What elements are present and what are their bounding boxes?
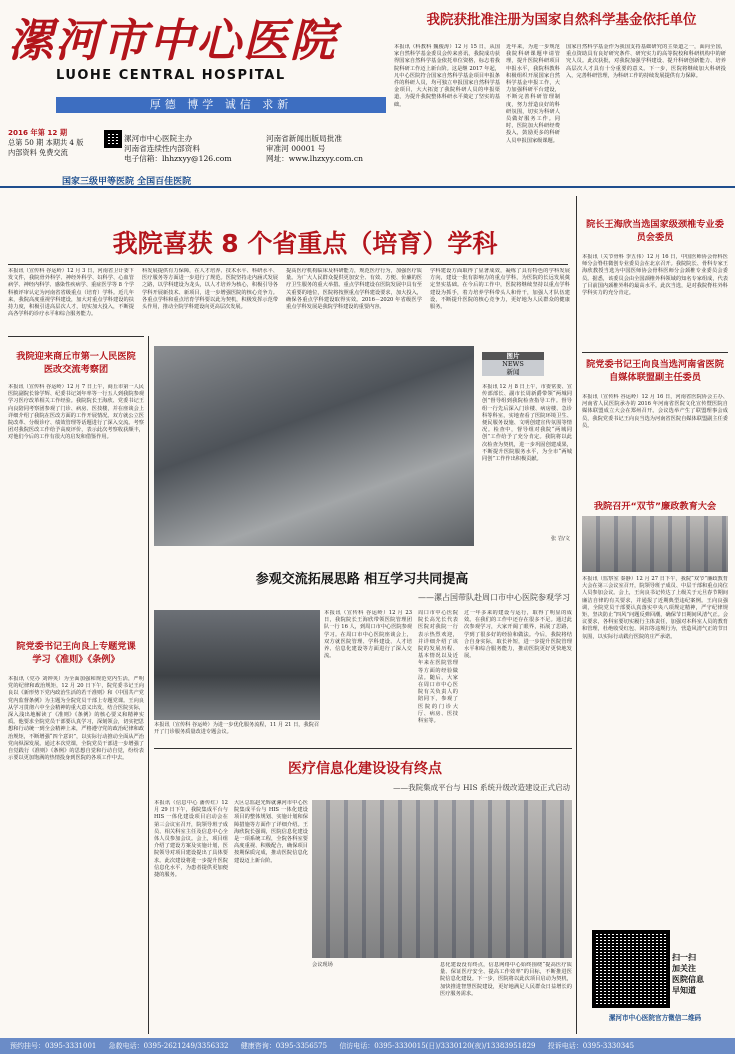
headline-col-2: 科发展提供有力保障，在人才培养、技术水平、科研水平、医疗服务等方面进一步进行了规范。医院坚持走内涵式发展之路，以学科建设为龙头，以人才培养为核心，积极引导各学科开展新技术、新项目，进一步增强医院的核心竞争力。各重点学科和重点培育学科要以此为契机，积极发挥示范带头作用，推动全院学科建设向更高层次发展。 [142, 268, 278, 311]
email-line [124, 154, 232, 164]
photo-credit: 张 岩/文 [551, 536, 570, 542]
badge-line-2: NEWS [502, 360, 524, 368]
top-article-col-2: 近年来，为进一步规范我院科研课题申请管理，提升医院科研项目申报水平，我院科教科积极组织开展国家自然科学基金申报工作，大力加强科研平台建设，不断完善科研管理制度，努力营造良好的科研氛围，切实为科研人员做好服务工作。同时，医院加大科研经费投入，鼓励更多的科研人员申报国家级课题。 [506, 44, 560, 144]
right-text-1: 本报讯（关节骨科 李五伟）12 月 16 日，中国医师协会骨科医师分会脊柱微创专业委员会在北京召开。我院院长、骨科专家王海欣教授当选为中国医师协会骨科医师分会颈椎专业委员会委员。据悉，该委员会由全国颈椎外科领域的知名专家组成，代表了目前国内颈椎外科的最高水平。此次当选，是对我院脊柱外科学科实力的充分肯定。 [582, 254, 728, 297]
footer-complaint: 投诉电话：0395-3330345 [547, 1042, 635, 1050]
it-meeting-photo [312, 800, 572, 958]
top-article-title: 我院获批准注册为国家自然科学基金依托单位 [426, 12, 697, 28]
issue-number: 总第 50 期 本期共 4 版 [8, 138, 84, 147]
issue-date: 2016 年第 12 期 [8, 128, 68, 137]
motto-bar: 厚德 博学 诚信 求新 [56, 97, 386, 113]
top-article-col-3: 国家自然科学基金作为我国支持基础研究的主渠道之一，面向全国，重点资助具有良好研究条件、研究实力的高等院校和科研机构中的研究人员。此次获批，对我院加强学科建设、提升科研创新能力、培养高层次人才具有十分重要的意义。下一步，医院将继续加大科研投入，完善科研管理，为科研工作的持续发展提供有力保障。 [566, 44, 726, 79]
headline-col-3: 提高医疗机构临床及科研能力，规范医疗行为，加强医疗质量。为广大人民群众提供更加安全、有效、方便、价廉的医疗卫生服务的重大举措。重点学科建设在医院发展中具有至关重要的地位，医院将按照重点学科建设要求，加大投入，确保各重点学科建设取得实效。2016－2020 年省级医学重点学科发展是我院学科建设的重要内容。 [286, 268, 422, 311]
small-photo-caption: 本报讯（宣传科 谷运岭）为进一步优化服务流程，11 月 21 日，我院召开了门诊服务质量改进专题会议。 [154, 722, 320, 735]
it-rule [154, 748, 572, 749]
badge-line-3: 新闻 [506, 368, 520, 376]
left-title-2: 院党委书记王向良上专题党课学习《准则》《条例》 [16, 641, 136, 665]
host-line-2: 河南省连续性内部资料 [124, 144, 200, 153]
approval-line-2: 审准河 00001 号 [266, 144, 326, 153]
right-text-2: 本报讯（宣传科 谷运岭）12 月 16 日，河南省医院协会主办、河南省人民医院承办的 2016 年河南省医院文化宣传暨医院自媒体联盟成立大会在郑州召开。会议选举产生了联盟理事会成员，我院党委书记王向良当选为河南省医院自媒体联盟副主任委员。 [582, 394, 728, 429]
qr-note-4: 早知道 [672, 986, 696, 995]
qr-note-1: 扫一扫 [672, 953, 696, 962]
right-title-1: 院长王海欣当选国家级颈椎专业委员会委员 [586, 219, 724, 243]
right-title-3: 我院召开“双节”廉政教育大会 [593, 501, 717, 512]
headline-col-1: 本报讯（宣传科 谷运岭）12 月 3 日，河南省卫计委下发文件，我院骨外科学、神经外科学、妇科学、心血管病学、神经内科学、感染性疾病学、重症医学等 8 个学科被评审认定为河南省省级重点（培育）学科。近几年来，我院高度重视学科建设，加大对重点学科建设的扶持力度，积极引进高层次人才，切实加大投入，不断提高各学科的诊疗水平和综合服务能力。 [8, 268, 134, 318]
approval-info [266, 134, 363, 164]
contact-footer [0, 1038, 735, 1054]
qr-note-2: 加关注 [672, 964, 696, 973]
right-rule-1 [582, 352, 728, 353]
photo-news-text: 本报讯 12 月 8 日上午，市委常委、宣传部部长、副市长周新爵带领“两城同创”督导组到我院检查指导工作。督导组一行先后深入门诊楼、病房楼、急诊科等科室，实地查看了医院环境卫生、便民服务设施、文明创建宣传氛围等情况。检查中，督导组对我院“两城同创”工作给予了充分肯定。我院将以此次检查为契机，进一步巩固创建成果，不断提升医院服务水平，为全市“两城同创”工作作出积极贡献。 [482, 384, 572, 463]
host-line-1: 漯河市中心医院主办 [124, 134, 193, 143]
photo-news-badge [482, 352, 544, 376]
exchange-title: 参观交流拓展思路 相互学习共同提高 [255, 572, 469, 587]
email-value: lhhzxyy@126.com [161, 154, 232, 163]
slogan-text: 国家三级甲等医院 全国百佳医院 [62, 177, 192, 187]
left-rule-1 [8, 336, 144, 337]
qr-footer-note: 漯河市中心医院官方微信二维码 [608, 1014, 702, 1022]
footer-emergency: 急救电话：0395-2621249/3356332 [108, 1042, 229, 1050]
it-col-1: 本报讯（信息中心 潘传红）12 月 29 日下午，我院集成平台与 HIS 一体化建设项目启动会在第三会议室召开，院领导班子成员、相关科室主任及信息中心全体人员参加会议。会上，项目组介绍了建设方案及实施计划，医院领导对项目建设提出了具体要求。此次建设将进一步提升医院信息化水平，为患者提供更加便捷的服务。 [154, 800, 228, 879]
right-column-divider [576, 196, 577, 1034]
left-title-1: 我院迎来商丘市第一人民医院医改交流考察团 [16, 351, 136, 375]
left-text-2: 本报讯（党办 刘钟英）为全面加强和规范党内生活，严明党的纪律和政治规矩，12 月 20 日下午，院党委书记王向良以《新形势下党内政治生活的若干准则》和《中国共产党党内监督条例》为主题为全院党员干部上专题党课。王向良从学习贯彻六中全会精神的重大意义出发，结合医院实际，深入浅出地解读了《准则》《条例》的核心要义和精神实质。他要求全院党员干部要认真学习，深刻领会，切实把思想和行动统一到全会精神上来，严格遵守党的政治纪律和政治规矩，不断增强“四个意识”，以实际行动推动全面从严治党向纵深发展。通过本次党课，全院党员干部进一步增强了自觉践行《准则》《条例》的思想自觉和行动自觉，纷纷表示要以更加饱满的热情投身到医院的各项工作中去。 [8, 676, 144, 762]
newspaper-name-en: LUOHE CENTRAL HOSPITAL [56, 68, 286, 83]
issue-info [8, 128, 83, 158]
right-title-2: 院党委书记王向良当选河南省医院自媒体联盟副主任委员 [586, 359, 724, 383]
email-label: 电子信箱： [124, 154, 162, 163]
qr-note [672, 952, 730, 996]
it-subtitle: ——我院集成平台与 HIS 系统升级改造建设正式启动 [393, 783, 570, 792]
left-column-divider [148, 336, 149, 1034]
top-article [394, 10, 729, 170]
footer-health: 健康咨询：0395-3356575 [240, 1042, 328, 1050]
approval-line-1: 河南省新闻出版局批准 [266, 134, 342, 143]
headline-rule [8, 264, 568, 265]
masthead [8, 4, 400, 164]
web-value: www.lhzxyy.com.cn [288, 154, 363, 163]
exchange-col-1: 本报讯（宣传科 谷运岭）12 月 23 日，我院院长王海欣带领医院管理团队一行 16 人，到周口市中心医院参观学习。在周口市中心医院座谈会上，双方就医院管理、学科建设、人才培养、信息化建设等方面进行了深入交流。 [324, 610, 412, 660]
it-title: 医疗信息化建设设有终点 [288, 761, 442, 777]
headline-title: 我院喜获 8 个省重点（培育）学科 [112, 229, 498, 258]
footer-petition: 信访电话：0395-3330015(日)/3330120(夜)/13383951829 [339, 1042, 536, 1050]
exchange-subtitle: ——漯占国带队赴周口市中心医院参观学习 [418, 593, 570, 602]
right-text-3: 本报讯（监察室 秦静）12 月 27 日下午，我院“双节”廉政教育大会在第三会议室召开，院领导班子成员、中层干部和重点岗位人员参加会议。会上，王向良书记传达了上级关于元旦春节期间廉洁自律的有关要求，并通报了近期典型违纪案例。王向良强调，全院党员干部要认真落实中央八项规定精神，严守纪律规矩，坚决防止“四风”问题反弹回潮，确保节日期间风清气正。会议要求，各科室要切实履行主体责任，加强对本科室人员的教育和管理，杜绝收受红包、回扣等违规行为，营造风清气正的节日氛围，以实际行动践行医院的庄严承诺。 [582, 576, 728, 640]
it-col-2: 大区总监赵光辉就漯河市中心医院集成平台与 HIS 一体化建设项目的整体规划、实施计划和保障措施等方面作了详细介绍。王海欣院长强调，医院信息化建设是一项系统工程，全院各科室要高度重视、积极配合，确保项目按期保质完成，推动医院信息化建设迈上新台阶。 [234, 800, 308, 864]
footer-appointment: 预约挂号：0395-3331001 [10, 1042, 97, 1050]
it-photo-caption: 会议现场 [312, 962, 333, 968]
issue-note: 内部资料 免费交流 [8, 148, 68, 157]
slogan-strip [0, 174, 735, 188]
host-info [124, 134, 232, 164]
left-text-1: 本报讯（宣传科 谷运岭）12 月 7 日上午，商丘市第一人民医院副院长徐学辉、纪委书记刘年率等一行五人到我院参观学习医疗改革相关工作经验。我院院长王海欣、党委书记王向良陪同考察团参观了门诊、病房、医技楼，并在座谈会上详细介绍了我院在医改方面的工作开展情况。双方就公立医院改革、分级诊疗、绩效管理等话题进行了深入交流。考察团对我院医改工作给予高度评价，表示此次考察收获颇丰，对他们今后的工作有很大的启发和借鉴作用。 [8, 384, 144, 441]
top-article-col-1: 本报讯（科教科 魏俊涛）12 月 15 日，从国家自然科学基金委员会传来喜讯，我院成功获得国家自然科学基金依托单位资格，标志着我院科研工作迈上新台阶。这是继 2017 年起，凡中心医院符合国家自然科学基金项目申报条件的科研人员，均可独立申报国家自然科学基金项目，大大拓宽了我院科研人员的申报渠道，为提升我院整体科研水平奠定了坚实的基础。 [394, 44, 500, 108]
wechat-qr-code [592, 930, 670, 1008]
inspection-photo [154, 346, 474, 546]
masthead-qr-code [104, 130, 122, 148]
web-line [266, 154, 363, 164]
exchange-col-3: 过一年多来的建设与运行，取得了明显的成效。在我们的工作中还存在很多不足。通过此次参观学习，大家开阔了眼界，拓展了思路，学到了很多好的经验和做法。今后，我院将结合自身实际，取长补短，进一步提升医院管理水平和综合服务能力，推动医院更好更快地发展。 [464, 610, 572, 660]
badge-line-1: 图片 [482, 352, 544, 360]
qr-note-3: 医院信息 [672, 975, 704, 984]
exchange-col-2: 周口市中心医院院长高光长代表医院对我院一行表示热烈欢迎，并详细介绍了该院的发展历程、基本情况以及近年来在医院管理等方面的经验做法。随后，大家在周口市中心医院有关负责人的陪同下，参观了医院的门诊大厅、病房、医技科室等。 [418, 610, 458, 725]
headline-col-4: 学科建设方面取得了显著成效，凝练了具有特色的学科发展方向，建设一批有影响力的重点学科，为医院的长远发展奠定坚实基础。在今后的工作中，医院将继续坚持以重点学科建设为抓手，着力培养学科带头人和骨干，加强人才队伍建设，不断提升医院的核心竞争力，更好地为人民群众的健康服务。 [430, 268, 570, 311]
newspaper-name: 漯河市中心医院 [8, 14, 338, 67]
integrity-meeting-photo [582, 516, 728, 572]
it-col-3: 息化建设没有终点，信息网络中心始终围绕“提高医疗质量、保证医疗安全、提高工作效率”的目标，不断推进医院信息化建设。下一步，医院将以此次项目启动为契机，加快推进智慧医院建设，更好地满足人民群众日益增长的医疗服务需求。 [440, 962, 572, 997]
meeting-photo-small [154, 610, 320, 720]
web-label: 网址： [266, 154, 289, 163]
